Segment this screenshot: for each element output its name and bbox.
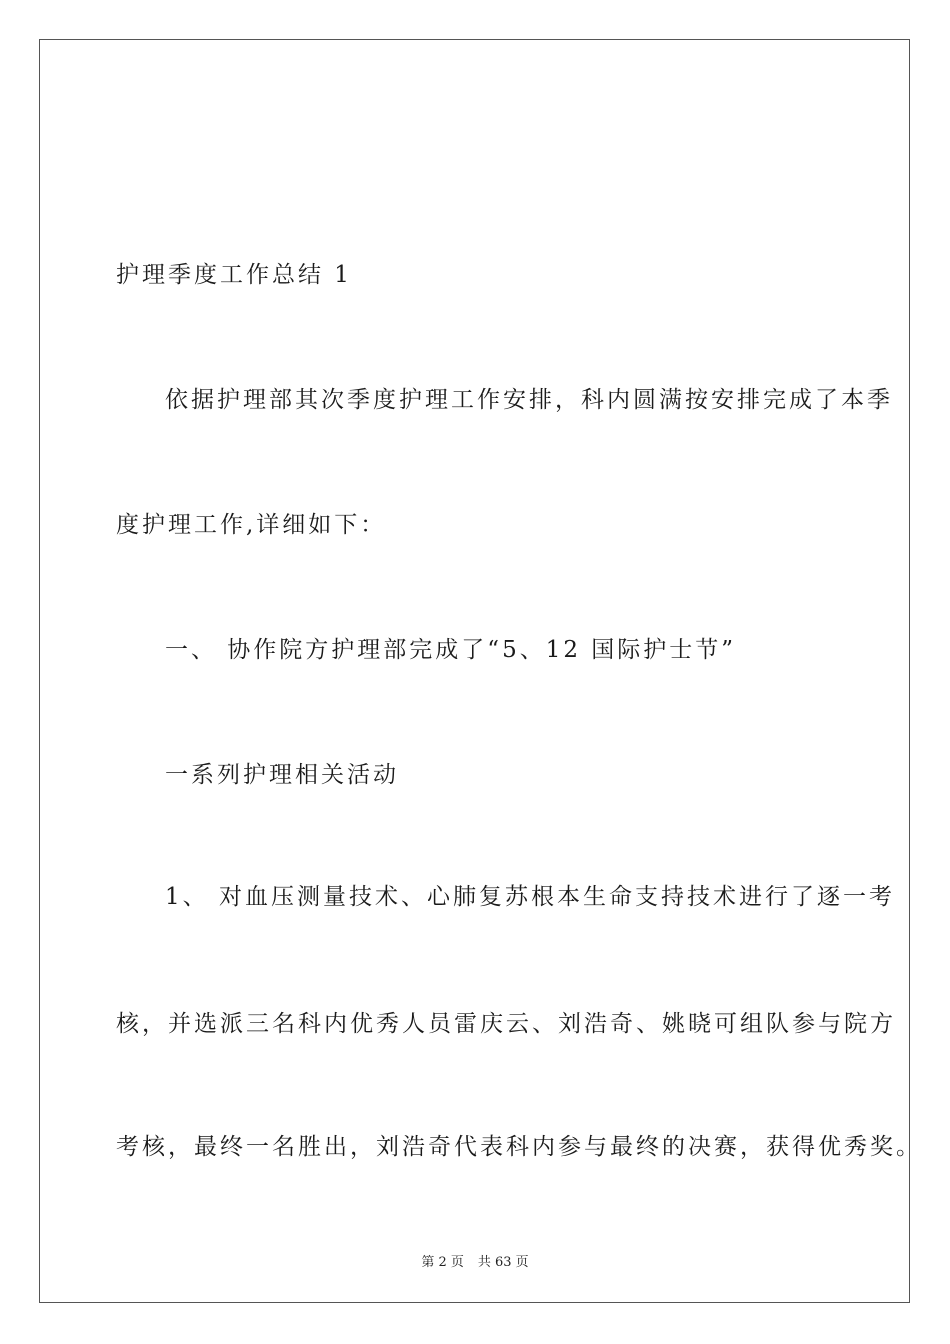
paragraph-line: 度护理工作,详细如下： xyxy=(116,512,387,538)
paragraph-line: 依据护理部其次季度护理工作安排，科内圆满按安排完成了本季 xyxy=(165,387,893,413)
page-total: 共 63 页 xyxy=(477,1255,529,1270)
page-border xyxy=(39,39,910,1303)
document-title: 护理季度工作总结 1 xyxy=(116,262,352,288)
list-item: 1、 对血压测量技术、心肺复苏根本生命支持技术进行了逐一考 xyxy=(165,884,895,910)
paragraph-line: 一系列护理相关活动 xyxy=(165,762,399,788)
section-heading: 一、 协作院方护理部完成了“5、12 国际护士节” xyxy=(165,637,737,663)
paragraph-line: 核，并选派三名科内优秀人员雷庆云、刘浩奇、姚晓可组队参与院方 xyxy=(116,1011,896,1037)
page-footer xyxy=(0,1251,950,1270)
page-number: 第 2 页 xyxy=(421,1255,464,1270)
paragraph-line: 考核，最终一名胜出，刘浩奇代表科内参与最终的决赛，获得优秀奖。 xyxy=(116,1134,922,1160)
